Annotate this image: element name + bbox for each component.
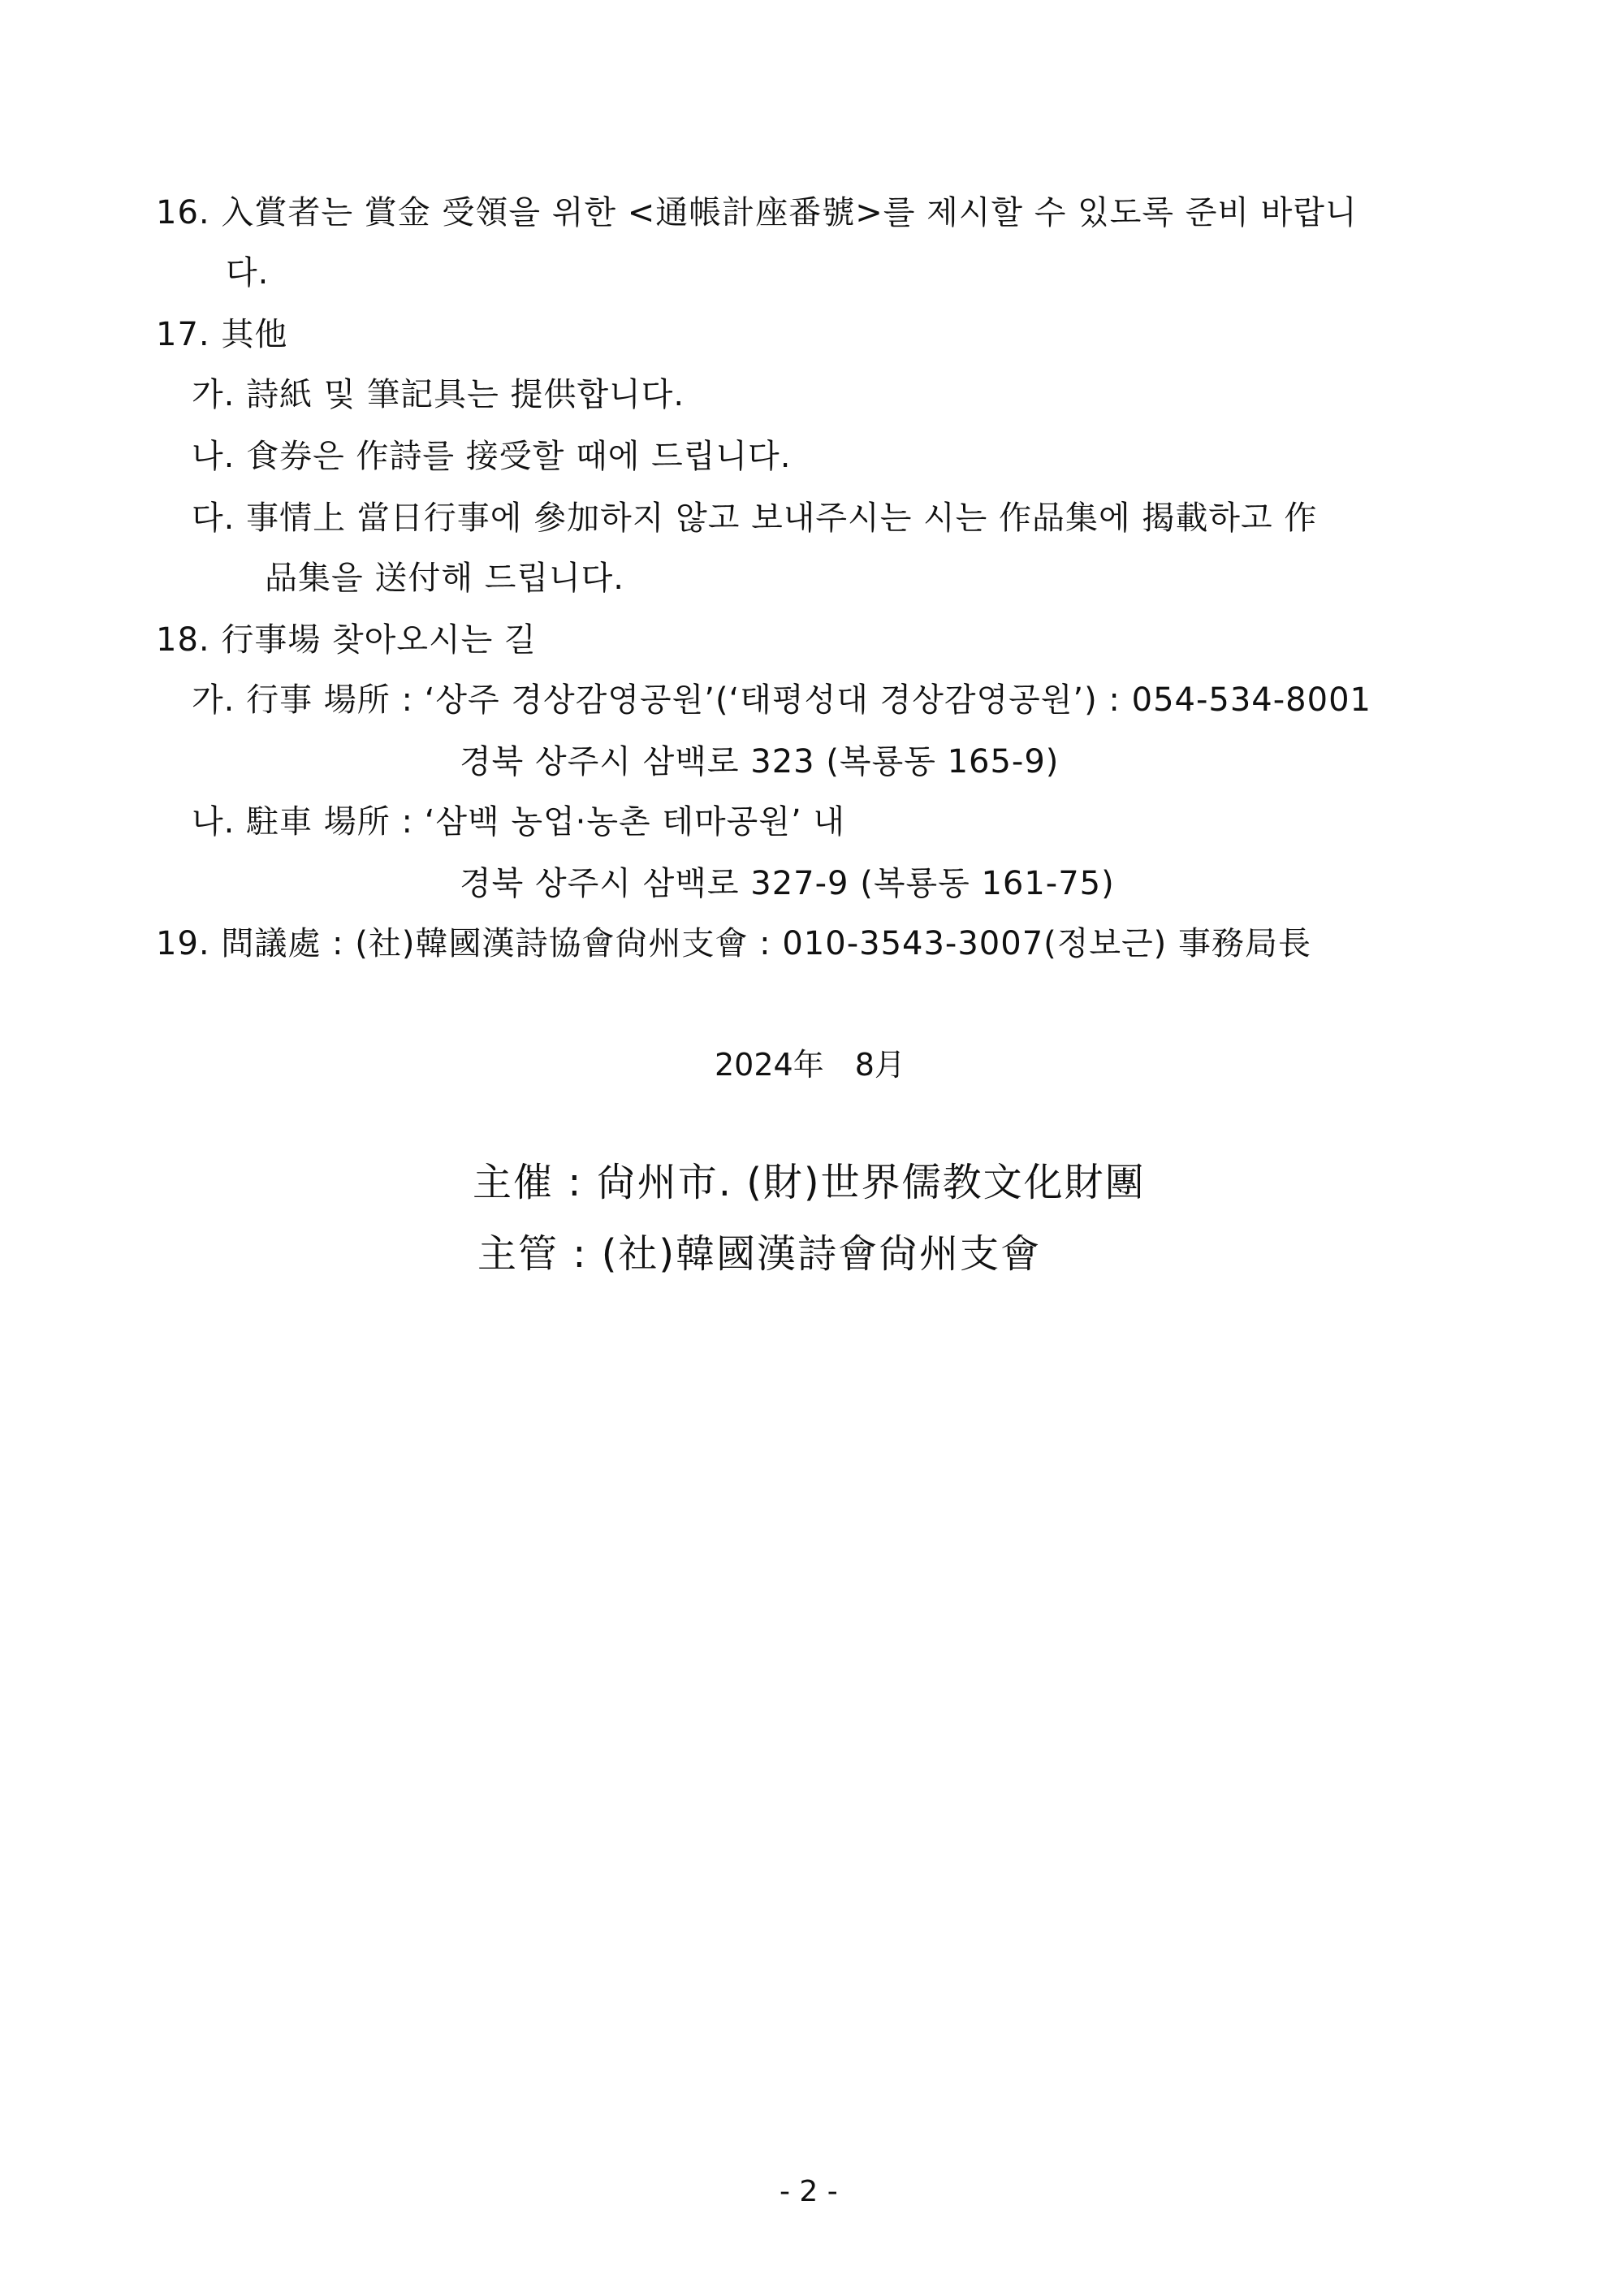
item-18-na-line-2: 경북 상주시 삼백로 327-9 (복룡동 161-75) <box>460 865 1115 902</box>
item-16-line-2: 다. <box>226 254 270 292</box>
page-number: - 2 - <box>780 2175 838 2208</box>
item-18-title: 18. 行事場 찾아오시는 길 <box>156 621 537 659</box>
item-17-ga: 가. 詩紙 및 筆記具는 提供합니다. <box>192 376 685 413</box>
item-17-na: 나. 食券은 作詩를 接受할 때에 드립니다. <box>192 438 792 475</box>
item-18-na-line-1: 나. 駐車 場所 : ‘삼백 농업·농촌 테마공원’ 내 <box>192 803 846 841</box>
item-17-title: 17. 其他 <box>156 316 288 353</box>
issue-date: 2024年 8月 <box>715 1047 905 1083</box>
organizer-host: 主催 : 尙州市. (財)世界儒教文化財團 <box>473 1160 1146 1205</box>
organizer-manager: 主管 : (社)韓國漢詩會尙州支會 <box>477 1231 1042 1277</box>
item-19: 19. 問議處 : (社)韓國漢詩協會尙州支會 : 010-3543-3007(정보근) 事務局長 <box>156 925 1312 962</box>
item-17-da-line-2: 品集을 送付해 드립니다. <box>265 560 624 597</box>
item-18-ga-line-1: 가. 行事 場所 : ‘상주 경상감영공원’(‘태평성대 경상감영공원’) : 054-534-8001 <box>192 681 1371 719</box>
item-18-ga-line-2: 경북 상주시 삼백로 323 (복룡동 165-9) <box>460 743 1060 780</box>
item-17-da-line-1: 다. 事情上 當日行事에 參加하지 않고 보내주시는 시는 作品集에 揭載하고 作 <box>192 499 1318 537</box>
item-16-line-1: 16. 入賞者는 賞金 受領을 위한 <通帳計座番號>를 제시할 수 있도록 준비 바랍니 <box>156 194 1358 231</box>
